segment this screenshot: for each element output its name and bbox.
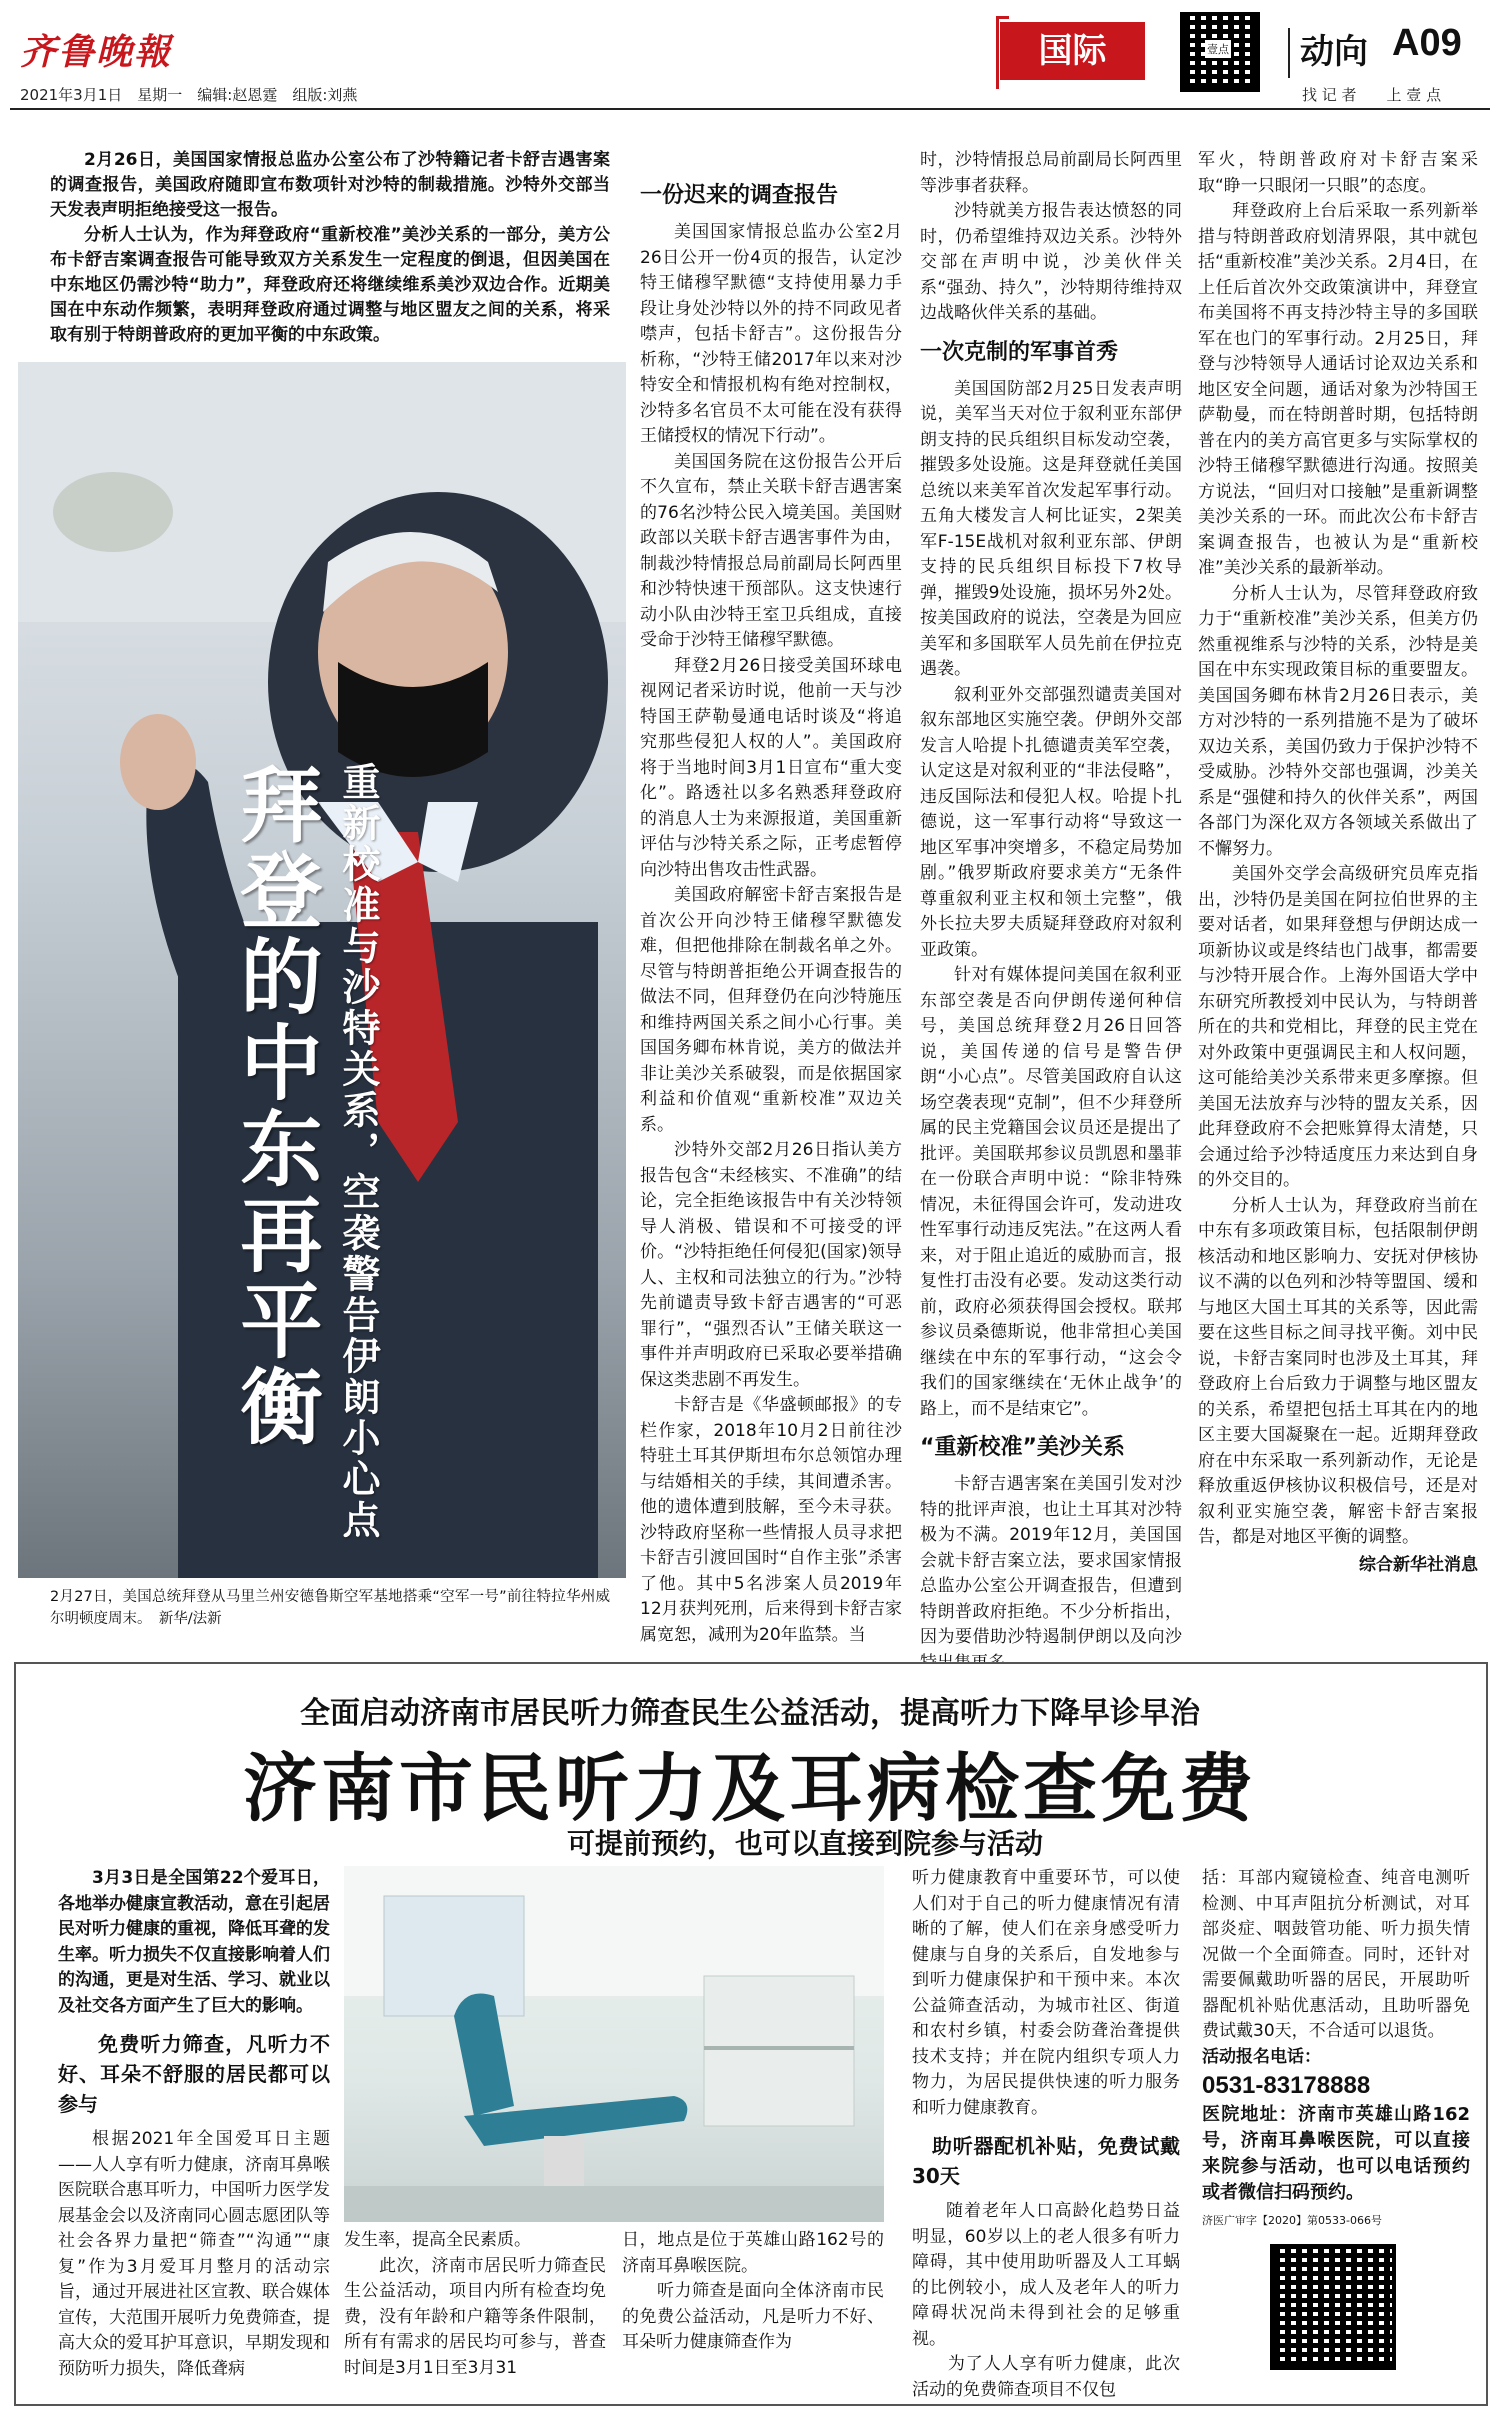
paper-name: 齐鲁晚報 — [20, 31, 173, 73]
section-heading: 一份迟来的调查报告 — [640, 183, 839, 208]
body-paragraph: 美国国防部2月25日发表声明说，美军当天对位于叙利亚东部伊朗支持的民兵组织目标发动空袭，摧毁多处设施。这是拜登就任美国总统以来美军首次发起军事行动。五角大楼发言人柯比证实，2架美军F-15E战机对叙利亚东部、伊朗支持的民兵组织目标投下7枚导弹，摧毁9处设施，损坏另外2处。按美国政府的说法，空袭是为回应美军和多国联军人员先前在伊拉克遇袭。 — [920, 378, 1182, 679]
masthead — [0, 0, 1500, 112]
slogan: 找 记 者 上 壹 点 — [1302, 86, 1442, 104]
section-tag — [1000, 22, 1145, 80]
ad-license: 济医广审字【2020】第0533-066号 — [1202, 2214, 1382, 2227]
column-name: 动向 — [1300, 32, 1368, 72]
signup-phone[interactable]: 0531-83178888 — [1202, 2072, 1371, 2099]
ad-col4 — [1202, 1866, 1470, 2230]
qr-caption: 壹点 — [1205, 40, 1231, 58]
clinic-illustration — [344, 1866, 884, 2222]
body-paragraph: 拜登2月26日接受美国环球电视网记者采访时说，他前一天与沙特国王萨勒曼通电话时谈及“将追究那些侵犯人权的人”。美国政府将于当地时间3月1日宣布“重大变化”。路透社以多名熟悉拜登政府的消息人士为来源报道，美国重新评估与沙特关系之际，正考虑暂停向沙特出售攻击性武器。 — [640, 655, 902, 880]
section-heading: 一次克制的军事首秀 — [920, 339, 1119, 365]
ad-paragraph: 括：耳部内窥镜检查、纯音电测听检测、中耳声阻抗分析测试，对耳部炎症、咽鼓管功能、听力损失情况做一个全面筛查。同时，还针对需要佩戴助听器的居民，开展助听器配机补贴优惠活动，且助听器免费试戴30天，不合适可以退货。 — [1202, 1868, 1470, 2041]
ad-heading: 免费听力筛查，凡听力不好、耳朵不舒服的居民都可以参与 — [58, 2032, 330, 2116]
body-paragraph: 卡舒吉是《华盛顿邮报》的专栏作家，2018年10月2日前往沙特驻土耳其伊斯坦布尔总领馆办理与结婚相关的手续，其间遭杀害。他的遗体遭到肢解，至今未寻获。沙特政府坚称一些情报人员寻求把卡舒吉引渡回国时“自作主张”杀害了他。其中5名涉案人员2019年12月获判死刑，后来得到卡舒吉家属宽恕，减刑为20年监禁。当 — [640, 1395, 902, 1645]
photo-caption: 2月27日，美国总统拜登从马里兰州安德鲁斯空军基地搭乘“空军一号”前往特拉华州威尔明顿度周末。 新华/法新 — [50, 1589, 610, 1627]
biden-photo — [18, 362, 626, 1578]
ad-main-title: 济南市民听力及耳病检查免费 — [243, 1746, 1257, 1832]
ad-col3 — [912, 1866, 1180, 2403]
ad-paragraph: 听力健康教育中重要环节，可以使人们对于自己的听力健康情况有清晰的了解，使人们在亲身感受听力健康与自身的关系后，自发地参与到听力健康保护和干预中来。本次公益筛查活动，为城市社区、街道和农村乡镇，村委会防聋治聋提供技术支持；并在院内组织专项人力物力，为居民提供快速的听力服务和听力健康教育。 — [912, 1868, 1180, 2118]
body-paragraph: 卡舒吉遇害案在美国引发对沙特的批评声浪，也让土耳其对沙特极为不满。2019年12月，美国国会就卡舒吉案立法，要求国家情报总监办公室公开调查报告，但遭到特朗普政府拒绝。不少分析指出，因为要借助沙特遏制伊朗以及向沙 — [920, 1474, 1182, 1647]
body-paragraph: 分析人士认为，拜登政府当前在中东有多项政策目标，包括限制伊朗核活动和地区影响力、安抚对伊核协议不满的以色列和沙特等盟国、缓和与地区大国土耳其的关系等，因此需要在这些目标之间寻找平衡。刘中民说，卡舒吉案同时也涉及土耳其，拜登政府上台后致力于调整与地区盟友的关系，希望把包括土耳其在内的地区主要大国凝聚在一起。近期拜登政府在中东采取一系列新动作，无论是释放重返伊核协议积极信号，还是对叙利亚实施空袭，解密卡舒吉案报告，都是对地区平衡的调整。 — [1198, 1195, 1478, 1547]
body-paragraph: 沙特就美方报告表达愤怒的同时，仍希望维持双边关系。沙特外交部在声明中说，沙美伙伴关系“强劲、持久”，沙特期待维持双边战略伙伴关系的基础。 — [920, 201, 1182, 323]
body-paragraph: 时，沙特情报总局前副局长阿西里等涉事者获释。 — [920, 150, 1182, 196]
ad-paragraph: 根据2021年全国爱耳日主题——人人享有听力健康，济南耳鼻喉医院联合惠耳听力，中国听力医学发展基金会以及济南同心圆志愿团队等社会各界力量把“筛查”“沟通”“康复”作为3月爱耳月整月的活动宗旨，通过开展进社区宣教、联合媒体宣传，大范围开展听力免费筛查，提高大众的爱耳护耳意识，早期发现和预防听力损失，降低聋病 — [58, 2129, 330, 2379]
section-tag-bracket — [996, 16, 1009, 89]
byline: 综合新华社消息 — [1359, 1554, 1478, 1575]
photo-figure — [18, 362, 626, 1578]
ad-paragraph: 随着老年人口高龄化趋势日益明显，60岁以上的老人很多有听力障碍，其中使用助听器及人工耳蜗的比例较小，成人及老年人的听力障碍状况尚未得到社会的足够重视。 为了人人享有听力健康，此次活动的免费筛查项目不仅包 — [912, 2201, 1180, 2400]
section-heading: “重新校准”美沙关系 — [920, 1435, 1125, 1460]
lead-paragraph: 2月26日，美国国家情报总监办公室公布了沙特籍记者卡舒吉遇害案的调查报告，美国政府随即宣布数项针对沙特的制裁措施。沙特外交部当天发表声明拒绝接受这一报告。 — [50, 150, 610, 220]
article-col3 — [920, 148, 1182, 1676]
article-col4 — [1198, 148, 1478, 1578]
body-paragraph: 美国政府解密卡舒吉案报告是首次公开向沙特王储穆罕默德发难，但把他排除在制裁名单之外。尽管与特朗普拒绝公开调查报告的做法不同，但拜登仍在向沙特施压和维持两国关系之间小心行事。美国国务卿布林肯说，美方的做法并非让美沙关系破裂，而是依据国家利益和价值观“重新校准”双边关系。 — [640, 885, 902, 1135]
masthead-divider — [1288, 28, 1290, 78]
body-paragraph: 拜登政府上台后采取一系列新举措与特朗普政府划清界限，其中就包括“重新校准”美沙关系。2月4日，在上任后首次外交政策演讲中，拜登宣布美国将不再支持沙特主导的多国联军在也门的军事行动。2月25日，拜登与沙特领导人通话讨论双边关系和地区安全问题，通话对象为沙特国王萨勒曼，而在特朗普时期，包括特朗普在内的美方高官更多与实际掌权的沙特王储穆罕默德进行沟通。按照美方说法，“回归对口接触”是重新调整美沙关系的一环。而此次公布卡舒吉案调查报告，也被认为是“重新校准”美沙关系的最新举动。 — [1198, 201, 1478, 578]
clinic-photo — [344, 1866, 884, 2222]
section-tag-label: 国际 — [1038, 31, 1107, 71]
page-number: A09 — [1392, 22, 1462, 64]
hospital-address: 医院地址：济南市英雄山路162号，济南耳鼻喉医院，可以直接来院参与活动，也可以电话预约或者微信扫码预约。 — [1202, 2104, 1470, 2203]
subheadline: 重新校准与沙特关系，空袭警告伊朗小心点 — [336, 762, 380, 1541]
ad-under-photo-right: 日，地点是位于英雄山路162号的济南耳鼻喉医院。 听力筛查是面向全体济南市民的免费公益活动，凡是听力不好、耳朵听力健康筛查作为 — [622, 2230, 884, 2352]
article-lead — [50, 148, 610, 348]
body-paragraph: 叙利亚外交部强烈谴责美国对叙东部地区实施空袭。伊朗外交部发言人哈提卜扎德谴责美军空袭，认定这是对叙利亚的“非法侵略”，违反国际法和侵犯人权。哈提卜扎德说，这一军事行动将“导致这一地区军事冲突增多，不稳定局势加剧。”俄罗斯政府要求美方“无条件尊重叙利亚主权和领土完整”，俄外长拉夫罗夫质疑拜登政府对叙利亚政策。 — [920, 684, 1182, 960]
ad-lead: 3月3日是全国第22个爱耳日，各地举办健康宣教活动，意在引起居民对听力健康的重视，降低耳聋的发生率。听力损失不仅直接影响着人们的沟通，更是对生活、学习、就业以及社交各方面产生了巨大的影响。 — [58, 1868, 330, 2016]
ad-subtitle: 可提前预约，也可以直接到院参与活动 — [566, 1827, 1043, 1860]
body-paragraph: 沙特外交部2月26日指认美方报告包含“未经核实、不准确”的结论，完全拒绝该报告中有关沙特领导人消极、错误和不可接受的评价。“沙特拒绝任何侵犯(国家)领导人、主权和司法独立的行为。”沙特先前谴责导致卡舒吉遇害的“可恶罪行”，“强烈否认”王储关联这一事件并声明政府已采取必要举措确保这类悲剧不再发生。 — [640, 1140, 902, 1390]
date-line: 2021年3月1日 星期一 编辑:赵恩霆 组版:刘燕 — [20, 86, 358, 104]
body-paragraph: 美国国家情报总监办公室2月26日公开一份4页的报告，认定沙特王储穆罕默德“支持使用暴力手段让身处沙特以外的持不同政见者噤声，包括卡舒吉”。这份报告分析称，“沙特王储2017年以来对沙特安全和情报机构有绝对控制权，沙特多名官员不太可能在没有获得王储授权的情况下行动”。 — [640, 222, 902, 446]
thumbs-up-hand — [120, 714, 196, 810]
body-paragraph: 美国国务院在这份报告公开后不久宣布，禁止关联卡舒吉遇害案的76名沙特公民入境美国。美国财政部以关联卡舒吉遇害事件为由，制裁沙特情报总局前副局长阿西里和沙特快速干预部队。这支快速行动小队由沙特王室卫兵组成，直接受命于沙特王储穆罕默德。 — [640, 451, 902, 650]
body-paragraph: 针对有媒体提问美国在叙利亚东部空袭是否向伊朗传递何种信号，美国总统拜登2月26日回答说，美国传递的信号是警告伊朗“小心点”。尽管美国政府自认这场空袭表现“克制”，但不少拜登所属的民主党籍国会议员还是提出了批评。美国联邦参议员凯恩和墨菲在一份联合声明中说：“除非特殊情况，未征得国会许可，发动进攻性军事行动违反宪法。”在这两人看来，对于阻止追近的威胁而言，报复性打击没有必要。发动这类行动前，政府必须获得国会授权。联邦参议员桑德斯说，他非常担心美国继续在中东的军事行动，“这会令我们的国家继续在‘无休止战争’的路上，而不是结束它”。 — [920, 965, 1182, 1419]
lead-paragraph: 分析人士认为，作为拜登政府“重新校准”美沙关系的一部分，美方公布卡舒吉案调查报告可能导致双方关系发生一定程度的倒退，但因美国在中东地区仍需沙特“助力”，拜登政府还将继续维系美沙双边合作。近期美国在中东动作频繁，表明拜登政府通过调整与地区盟友之间的关系，将采取有别于特朗普政府的更加平衡的中东政策。 — [50, 225, 610, 345]
body-paragraph: 分析人士认为，尽管拜登政府致力于“重新校准”美沙关系，但美方仍然重视维系与沙特的关系，沙特是美国在中东实现政策目标的重要盟友。美国国务卿布林肯2月26日表示，美方对沙特的一系列措施不是为了破坏双边关系，美国仍致力于保护沙特不受威胁。沙特外交部也强调，沙美关系是“强健和持久的伙伴关系”，两国各部门为深化双方各领域关系做出了不懈努力。 — [1198, 583, 1478, 859]
body-paragraph: 美国外交学会高级研究员库克指出，沙特仍是美国在阿拉伯世界的主要对话者，如果拜登想与伊朗达成一项新协议或是终结也门战事，都需要与沙特开展合作。上海外国语大学中东研究所教授刘中民认为，与特朗普所在的共和党相比，拜登的民主党在对外政策中更强调民主和人权问题，这可能给美沙关系带来更多摩擦。但美国无法放弃与沙特的盟友关系，因此拜登政府不会把账算得太清楚，只会通过给予沙特适度压力来达到自身的外交目的。 — [1198, 864, 1478, 1190]
ad-under-photo-left: 发生率，提高全民素质。 此次，济南市居民听力筛查民生公益活动，项目内所有检查均免费，没有年龄和户籍等条件限制，所有有需求的居民均可参与，普查时间是3月1日至3月31 — [344, 2230, 606, 2378]
body-paragraph: 军火，特朗普政府对卡舒吉案采取“睁一只眼闭一只眼”的态度。 — [1198, 150, 1478, 196]
article-col2 — [640, 180, 902, 1648]
ad-heading: 助听器配机补贴，免费试戴30天 — [912, 2134, 1180, 2188]
ad-top-title: 全面启动济南市居民听力筛查民生公益活动，提高听力下降早诊早治 — [300, 1696, 1200, 1731]
wechat-qr-code-icon[interactable] — [1270, 2244, 1396, 2370]
signup-label: 活动报名电话： — [1202, 2046, 1321, 2067]
ad-col1 — [58, 1866, 330, 2382]
headline: 拜登的中东再平衡 — [227, 762, 322, 1450]
masthead-rule — [10, 108, 1490, 110]
